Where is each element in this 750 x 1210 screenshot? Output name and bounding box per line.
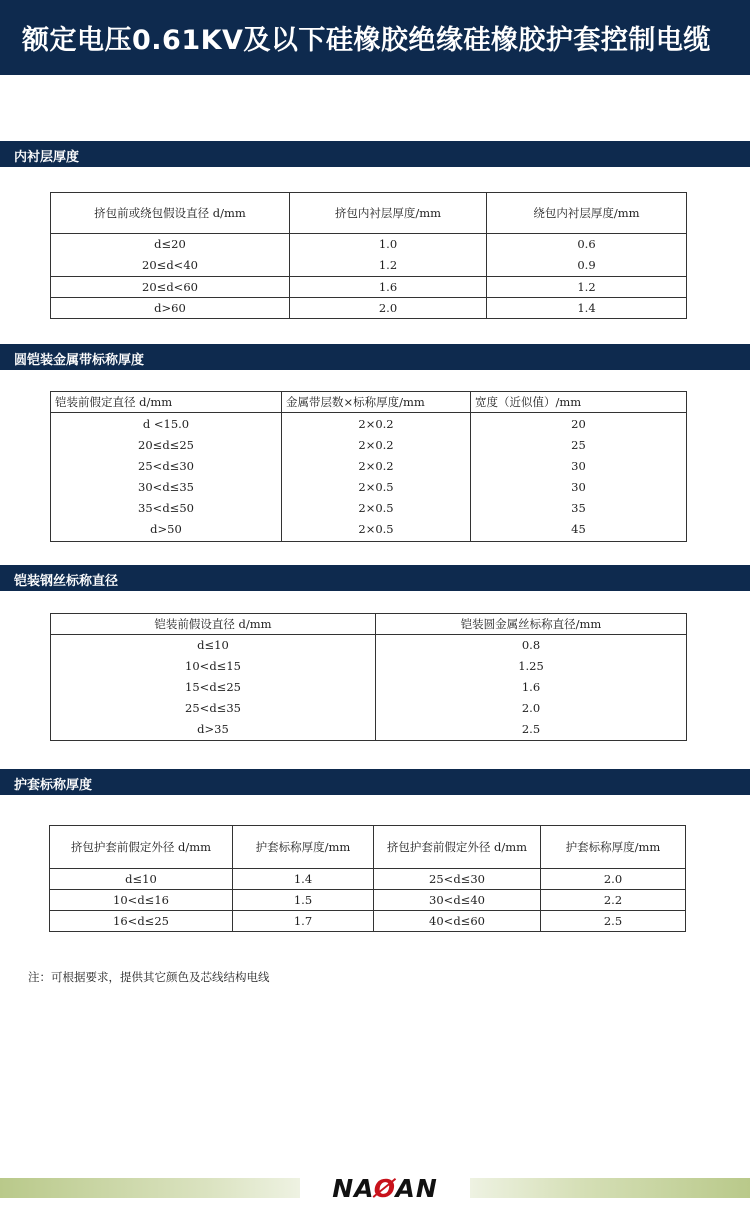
table-cell	[290, 234, 487, 277]
table-header-row	[51, 193, 687, 234]
cell-line: 25	[571, 438, 586, 452]
armour-wire-table	[50, 613, 687, 741]
inner-lining-table	[50, 192, 687, 319]
table-cell	[51, 234, 290, 277]
column-header: 铠装圆金属丝标称直径/mm	[376, 614, 687, 635]
cell-line: 2×0.5	[358, 480, 394, 494]
cell-line: 2×0.2	[358, 459, 394, 473]
footer-band-right	[470, 1178, 750, 1198]
table-cell: 16<d≤25	[50, 911, 233, 932]
column-header: 铠装前假定直径 d/mm	[51, 392, 282, 413]
table-cell	[487, 234, 687, 277]
table-cell	[282, 413, 471, 542]
table-cell: d≤10	[50, 869, 233, 890]
column-header: 挤包内衬层厚度/mm	[290, 193, 487, 234]
section-title: 护套标称厚度	[14, 778, 93, 793]
table-cell: 2.2	[541, 890, 686, 911]
table-cell: 1.4	[487, 298, 687, 319]
cell-line: 20≤d<40	[142, 258, 198, 272]
cell-line: 15<d≤25	[185, 680, 241, 694]
cell-line: d≤20	[154, 237, 186, 251]
table-cell: 10<d≤16	[50, 890, 233, 911]
table-cell: 1.5	[233, 890, 374, 911]
cell-line: 0.9	[577, 258, 596, 272]
table-header-row	[51, 392, 687, 413]
table-header-row	[50, 826, 686, 869]
cell-line: d>35	[197, 722, 229, 736]
cell-line: 20	[571, 417, 586, 431]
cell-line: 25<d≤30	[138, 459, 194, 473]
table-cell: 40<d≤60	[374, 911, 541, 932]
cell-line: 0.8	[521, 638, 541, 652]
table-cell: 30<d≤40	[374, 890, 541, 911]
table-cell: 20≤d<60	[51, 277, 290, 298]
table-row	[51, 635, 687, 741]
column-header: 宽度（近似值）/mm	[471, 392, 687, 413]
cell-line: 35<d≤50	[138, 501, 194, 515]
table-cell: d>60	[51, 298, 290, 319]
column-header: 护套标称厚度/mm	[233, 826, 374, 869]
footer-brand-bar	[0, 1174, 750, 1202]
footnote: 注：可根据要求，提供其它颜色及芯线结构电线	[28, 970, 270, 984]
column-header: 护套标称厚度/mm	[541, 826, 686, 869]
cell-line: 30	[571, 480, 586, 494]
title-bar	[0, 0, 750, 75]
cell-line: 1.6	[521, 680, 541, 694]
column-header: 挤包护套前假定外径 d/mm	[50, 826, 233, 869]
table-row	[51, 277, 687, 298]
table-cell: 2.0	[290, 298, 487, 319]
cell-line: 1.25	[518, 659, 544, 673]
table-row	[50, 911, 686, 932]
table-row	[51, 413, 687, 542]
table-cell: 1.6	[290, 277, 487, 298]
table-cell: 2.5	[541, 911, 686, 932]
table-cell: 1.7	[233, 911, 374, 932]
cell-line: 2×0.5	[358, 501, 394, 515]
section-header-sheath	[0, 769, 750, 795]
cell-line: 1.0	[378, 237, 398, 251]
cell-line: 30	[571, 459, 586, 473]
cell-line: 10<d≤15	[185, 659, 241, 673]
table-cell: 25<d≤30	[374, 869, 541, 890]
logo-text-right: AN	[395, 1174, 438, 1203]
cell-line: d>50	[150, 522, 182, 536]
cell-line: 20≤d≤25	[138, 438, 194, 452]
table-row	[51, 234, 687, 277]
section-header-inner-lining	[0, 141, 750, 167]
table-header-row	[51, 614, 687, 635]
table-row	[50, 869, 686, 890]
column-header: 挤包护套前假定外径 d/mm	[374, 826, 541, 869]
column-header: 金属带层数×标称厚度/mm	[282, 392, 471, 413]
logo-mark-icon: Ø	[373, 1174, 396, 1203]
table-cell: 1.4	[233, 869, 374, 890]
column-header: 绕包内衬层厚度/mm	[487, 193, 687, 234]
column-header: 铠装前假设直径 d/mm	[51, 614, 376, 635]
table-cell	[376, 635, 687, 741]
section-title: 铠装钢丝标称直径	[14, 574, 119, 589]
cell-line: 30<d≤35	[138, 480, 194, 494]
page-title: 额定电压0.61KV及以下硅橡胶绝缘硅橡胶护套控制电缆	[22, 25, 711, 56]
table-cell: 1.2	[487, 277, 687, 298]
table-row	[51, 298, 687, 319]
table-cell	[51, 413, 282, 542]
sheath-table	[49, 825, 686, 932]
cell-line: 45	[571, 522, 586, 536]
table-cell	[51, 635, 376, 741]
table-row	[50, 890, 686, 911]
section-title: 内衬层厚度	[14, 150, 80, 165]
table-cell	[471, 413, 687, 542]
armour-tape-table	[50, 391, 687, 542]
cell-line: 2×0.2	[358, 417, 394, 431]
section-header-armour-tape	[0, 344, 750, 370]
footer-band-left	[0, 1178, 300, 1198]
cell-line: 2×0.5	[358, 522, 394, 536]
cell-line: d <15.0	[142, 417, 190, 431]
column-header: 挤包前或绕包假设直径 d/mm	[51, 193, 290, 234]
cell-line: 35	[571, 501, 586, 515]
cell-line: 2.0	[521, 701, 541, 715]
brand-logo	[320, 1174, 450, 1202]
cell-line: 0.6	[577, 237, 596, 251]
table-cell: 2.0	[541, 869, 686, 890]
logo-text-left: NA	[332, 1174, 374, 1203]
cell-line: 2×0.2	[358, 438, 394, 452]
cell-line: 1.2	[378, 258, 398, 272]
cell-line: 25<d≤35	[185, 701, 241, 715]
section-title: 圆铠装金属带标称厚度	[14, 353, 145, 368]
cell-line: d≤10	[197, 638, 229, 652]
cell-line: 2.5	[521, 722, 541, 736]
section-header-armour-wire	[0, 565, 750, 591]
